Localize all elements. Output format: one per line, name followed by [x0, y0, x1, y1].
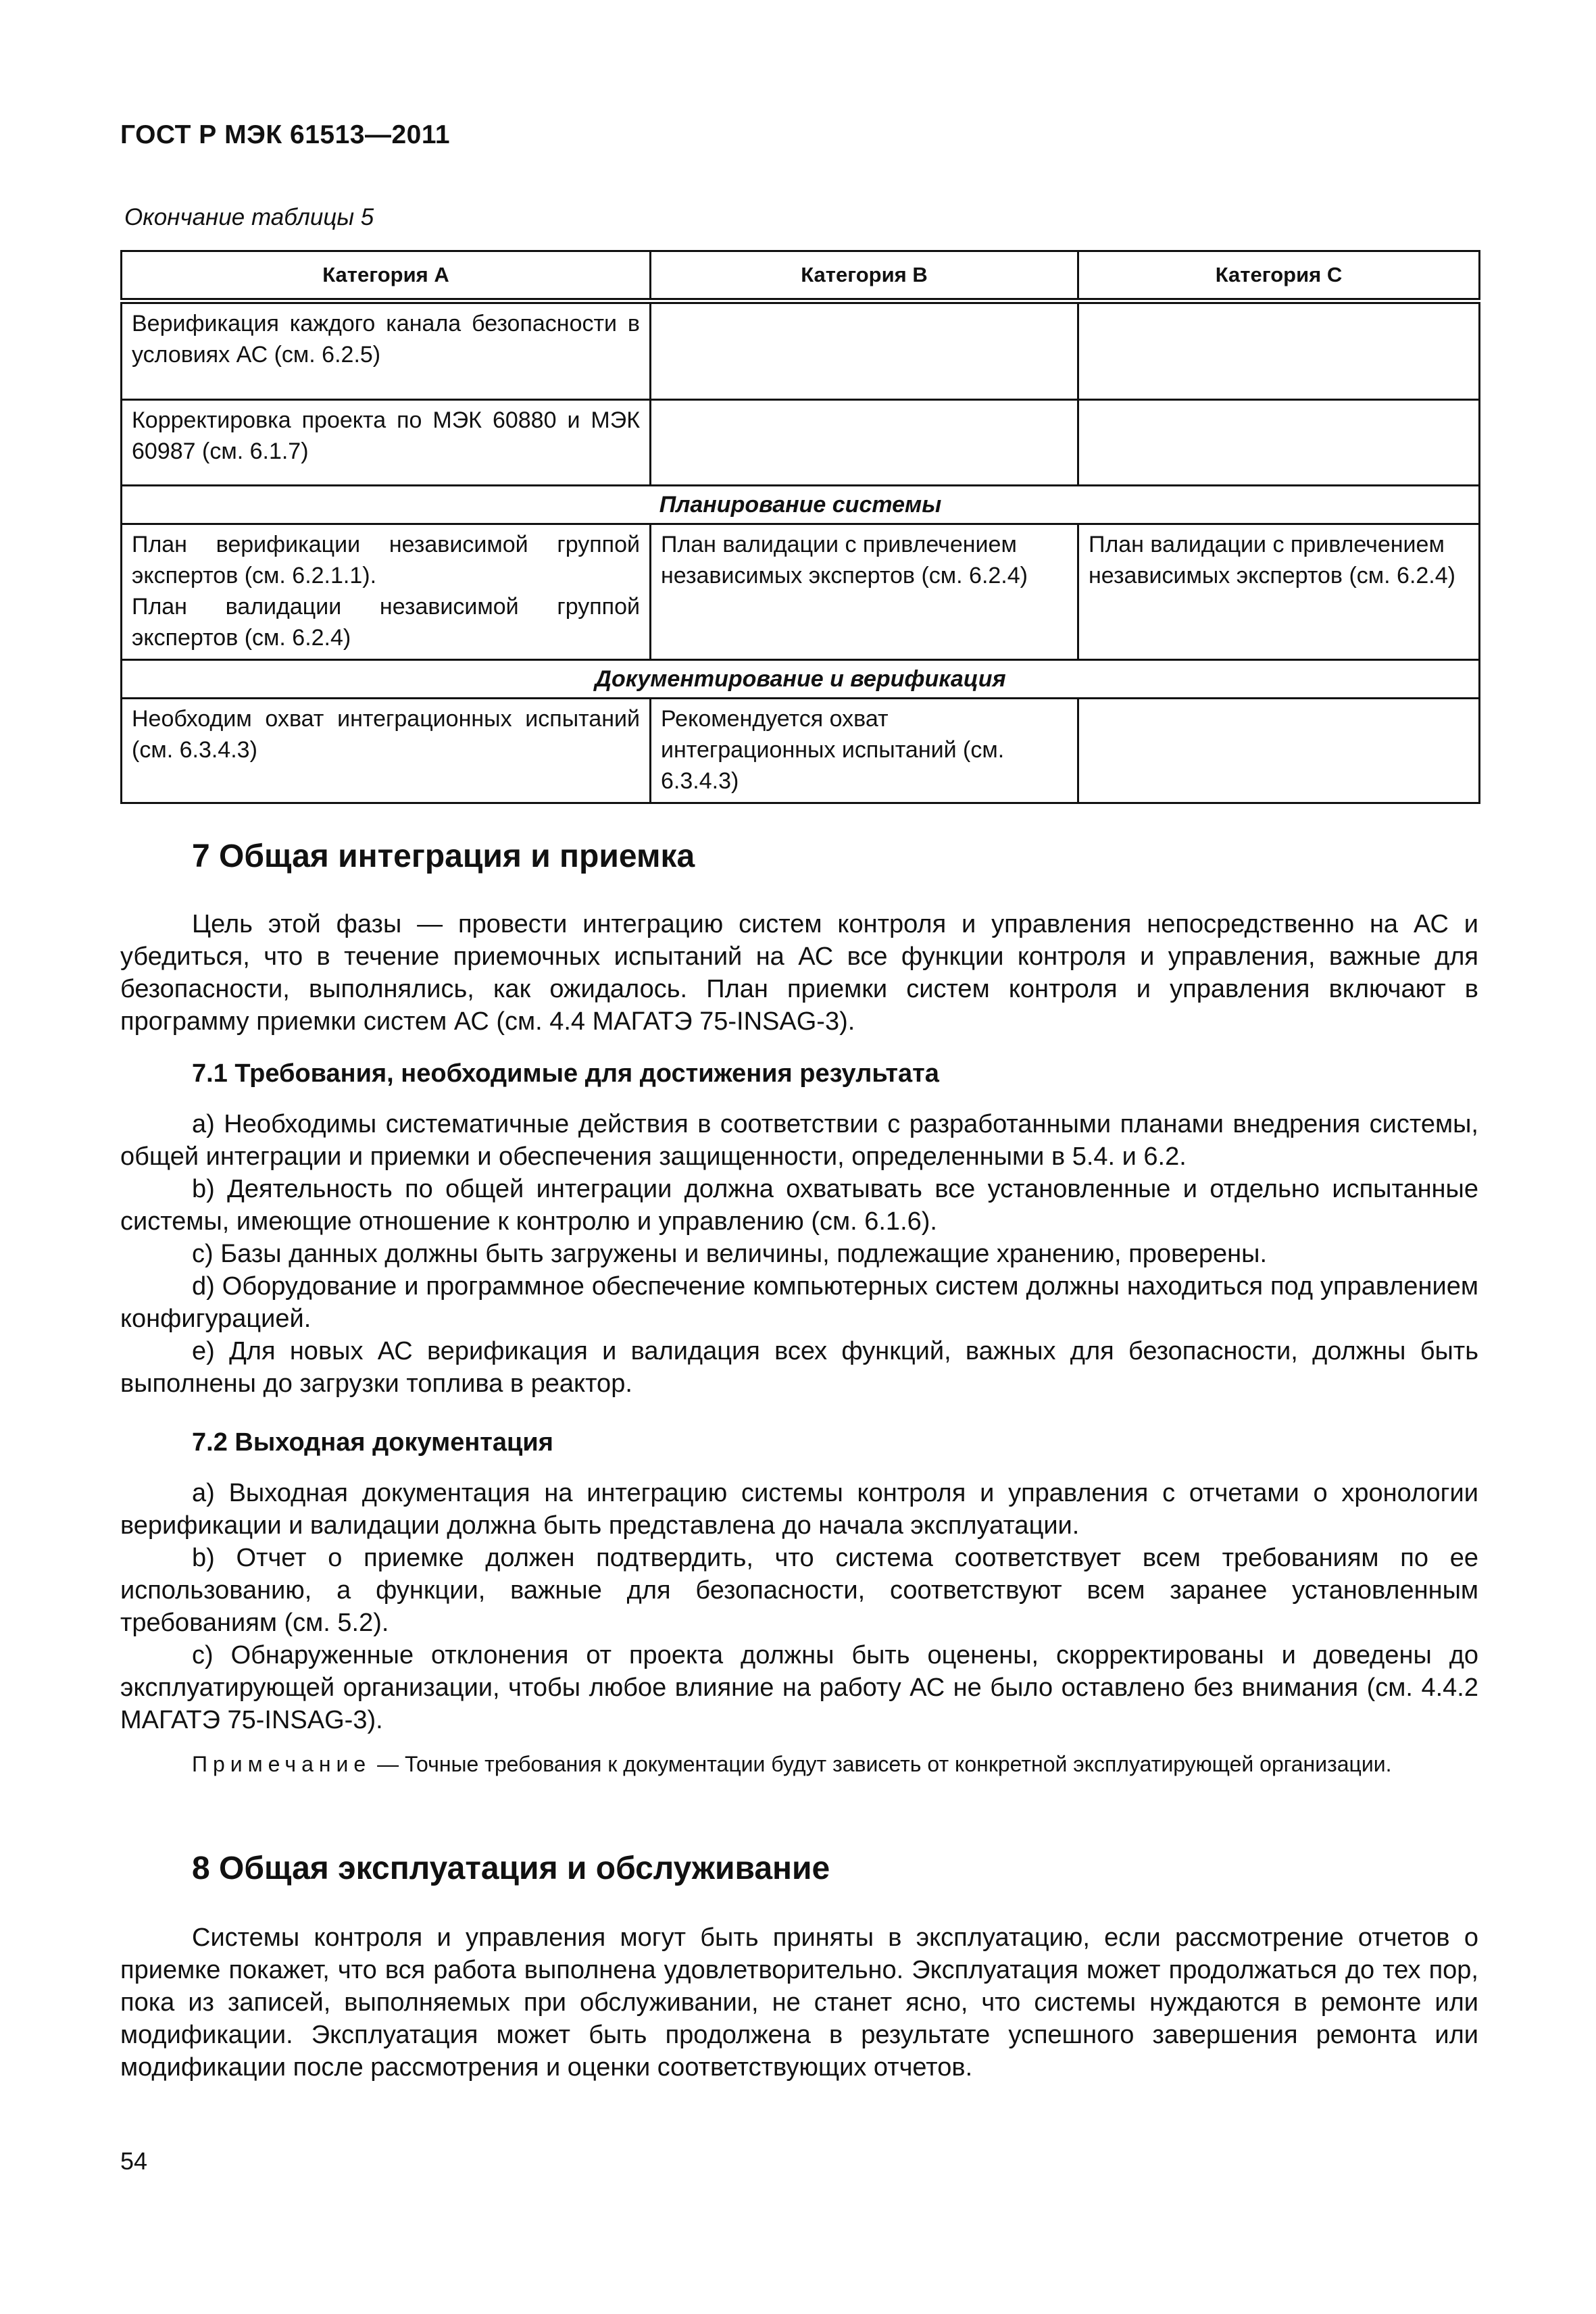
- table-cell: План валидации с привлечением независимых экспертов (см. 6.2.4): [1078, 524, 1480, 660]
- column-header-category-a: Категория А: [122, 251, 651, 301]
- table-row: [122, 301, 1480, 400]
- section-docs-heading: Документирование и верификация: [122, 660, 1480, 699]
- table-cell: План валидации с привлечением независимых экспертов (см. 6.2.4): [651, 524, 1078, 660]
- page-number: 54: [120, 2147, 148, 2175]
- list-item: а) Необходимы систематичные действия в соответствии с разработанными планами внедрения системы, общей интеграции и приемки и обеспечения защищенности, определенными в 5.4. и 6.2.: [120, 1110, 1478, 1171]
- cell-line: План валидации независимой группой экспертов (см. 6.2.4): [132, 594, 640, 651]
- table-cell: [122, 524, 651, 660]
- category-table: [120, 250, 1480, 804]
- table-cell: Необходим охват интеграционных испытаний (см. 6.3.4.3): [122, 699, 651, 803]
- table-caption: Окончание таблицы 5: [124, 204, 374, 230]
- table-row: [122, 699, 1480, 803]
- column-header-category-c: Категория С: [1078, 251, 1480, 301]
- table-cell: [1078, 400, 1480, 486]
- table-cell: [651, 400, 1078, 486]
- table-section-row: [122, 486, 1480, 524]
- note-text: — Точные требования к документации будут зависеть от конкретной эксплуатирующей организации.: [371, 1752, 1392, 1776]
- section-7-intro: [120, 908, 1478, 1038]
- section-8-title: 8 Общая эксплуатация и обслуживание: [192, 1851, 830, 1886]
- document-header: ГОСТ Р МЭК 61513—2011: [120, 120, 451, 149]
- section-planning-heading: Планирование системы: [122, 486, 1480, 524]
- table-cell: Верификация каждого канала безопасности в условиях АС (см. 6.2.5): [122, 301, 651, 400]
- table-cell: [651, 301, 1078, 400]
- subsection-7-1-list: [120, 1108, 1478, 1400]
- list-item: а) Выходная документация на интеграцию системы контроля и управления с отчетами о хронологии верификации и валидации должна быть представлена до начала эксплуатации.: [120, 1479, 1478, 1540]
- table-row: [122, 524, 1480, 660]
- table-cell: Рекомендуется охват интеграционных испытаний (см. 6.3.4.3): [651, 699, 1078, 803]
- section-7-title: 7 Общая интеграция и приемка: [192, 838, 695, 874]
- section-8-body: [120, 1921, 1478, 2084]
- paragraph: Системы контроля и управления могут быть приняты в эксплуатацию, если рассмотрение отчетов о приемке покажет, что вся работа выполнена удовлетворительно. Эксплуатация может продолжаться до тех пор, пока из записей, выполняемых при обслуживании, не станет ясно, что системы нуждаются в ремонте или модификации. Эксплуатация может быть продолжена в результате успешного завершения ремонта или модификации после рассмотрения и оценки соответствующих отчетов.: [120, 1923, 1478, 2082]
- table-row: [122, 400, 1480, 486]
- list-item: b) Деятельность по общей интеграции должна охватывать все установленные и отдельно испытанные системы, имеющие отношение к контролю и управлению (см. 6.1.6).: [120, 1175, 1478, 1236]
- paragraph: Цель этой фазы — провести интеграцию систем контроля и управления непосредственно на АС и убедиться, что в течение приемочных испытаний на АС все функции контроля и управления, важные для безопасности, выполнялись, как ожидалось. План приемки систем контроля и управления включают в программу приемки систем АС (см. 4.4 МАГАТЭ 75-INSAG-3).: [120, 910, 1478, 1036]
- table-header-row: [122, 251, 1480, 301]
- subsection-7-1-title: 7.1 Требования, необходимые для достижения результата: [192, 1059, 939, 1088]
- list-item: с) Обнаруженные отклонения от проекта должны быть оценены, скорректированы и доведены до эксплуатирующей организации, чтобы любое влияние на работу АС не было оставлено без внимания (см. 4.4.2 МАГАТЭ 75-INSAG-3).: [120, 1641, 1478, 1734]
- subsection-7-2-title: 7.2 Выходная документация: [192, 1428, 553, 1457]
- column-header-category-b: Категория В: [651, 251, 1078, 301]
- note: [120, 1750, 1478, 1778]
- note-label: Примечание: [192, 1752, 372, 1776]
- list-item: с) Базы данных должны быть загружены и величины, подлежащие хранению, проверены.: [192, 1240, 1268, 1268]
- table-cell: Корректировка проекта по МЭК 60880 и МЭК 60987 (см. 6.1.7): [122, 400, 651, 486]
- subsection-7-2-list: [120, 1477, 1478, 1736]
- table-section-row: [122, 660, 1480, 699]
- table-cell: [1078, 699, 1480, 803]
- cell-line: План верификации независимой группой экспертов (см. 6.2.1.1).: [132, 532, 640, 588]
- table-cell: [1078, 301, 1480, 400]
- list-item: d) Оборудование и программное обеспечение компьютерных систем должны находиться под управлением конфигурацией.: [120, 1272, 1478, 1333]
- list-item: b) Отчет о приемке должен подтвердить, что система соответствует всем требованиям по ее использованию, а функции, важные для безопасности, соответствуют всем заранее установленным требованиям (см. 5.2).: [120, 1544, 1478, 1637]
- list-item: е) Для новых АС верификация и валидация всех функций, важных для безопасности, должны быть выполнены до загрузки топлива в реактор.: [120, 1337, 1478, 1398]
